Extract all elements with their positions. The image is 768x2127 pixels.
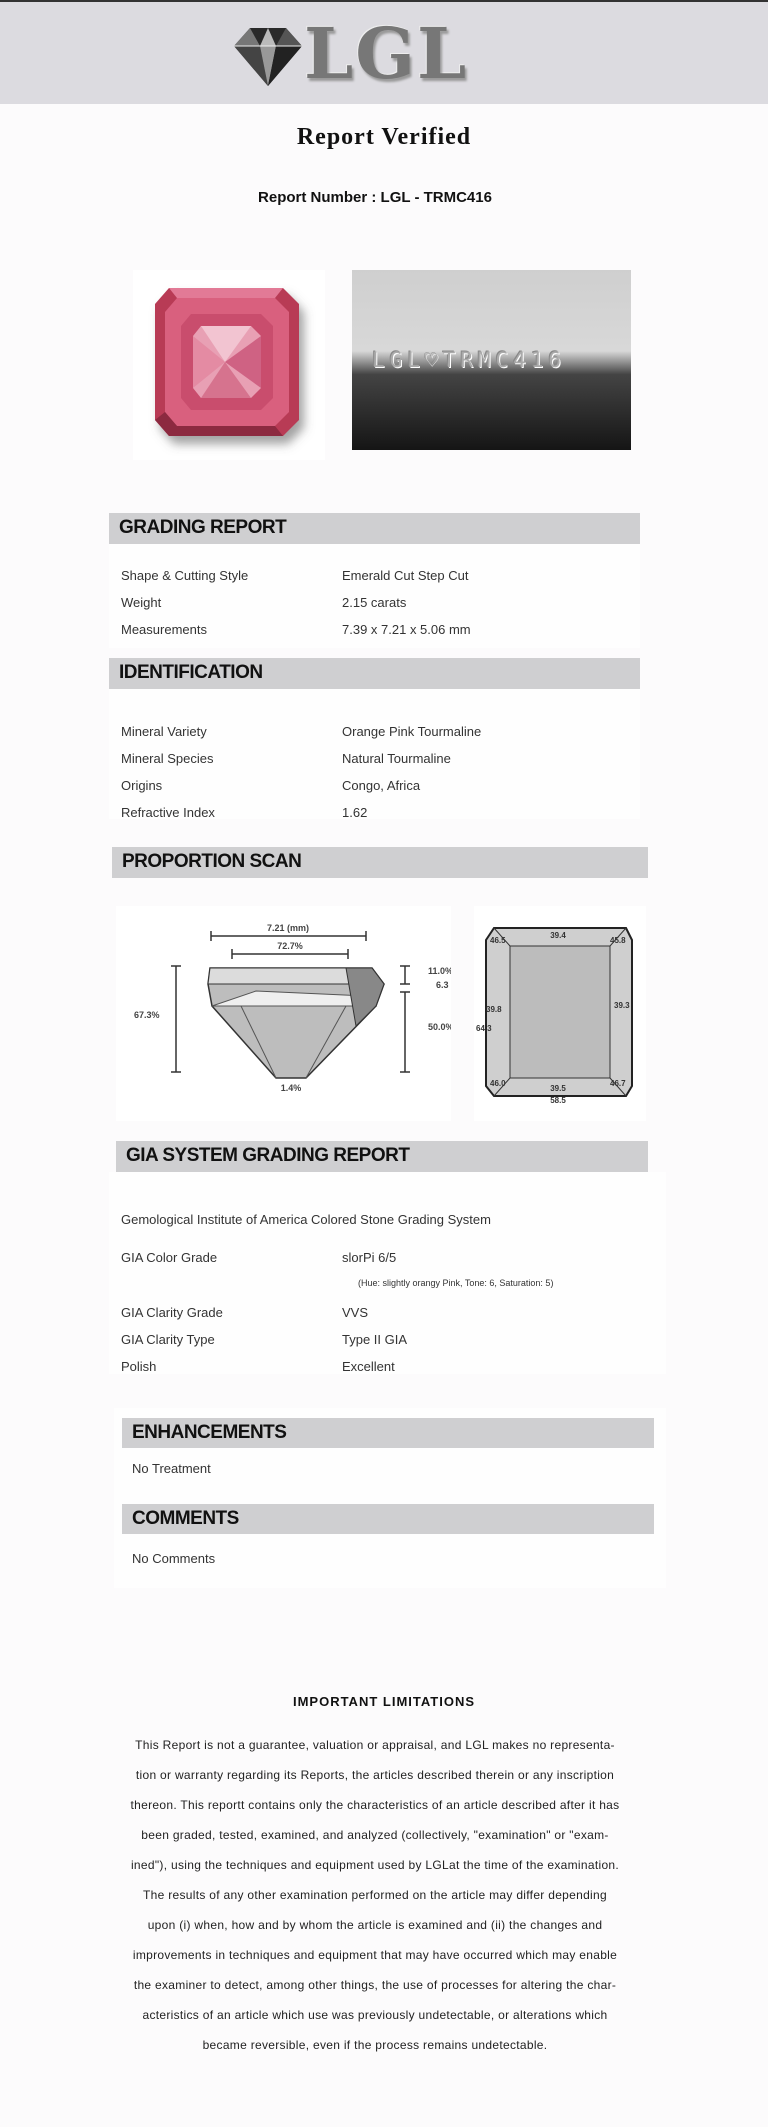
limitations-line: thereon. This reportt contains only the characteristics of an article described after it has (130, 1798, 620, 1812)
top-view-bottom-right-label: 46.7 (610, 1079, 626, 1088)
identification-header (109, 658, 640, 689)
laser-inscription-text: LGL♡TRMC416 (372, 348, 567, 372)
pavilion-depth-label: 50.0% (428, 1022, 451, 1032)
total-depth-label: 67.3% (134, 1010, 160, 1020)
logo-text: LGL (304, 12, 469, 95)
identification-row-value: Congo, Africa (342, 778, 421, 793)
top-view-bottom-left-label: 46.0 (490, 1079, 506, 1088)
top-view-right-label: 39.3 (614, 1001, 630, 1010)
identification-row-label: Refractive Index (121, 805, 215, 820)
gia-row-label: GIA Clarity Type (121, 1332, 215, 1347)
gia-system-name: Gemological Institute of America Colored Stone Grading System (121, 1212, 491, 1227)
enhancements-heading: ENHANCEMENTS (132, 1422, 287, 1443)
gia-row-value: Excellent (342, 1359, 395, 1374)
comments-header (122, 1504, 654, 1534)
table-label: 72.7% (277, 941, 303, 951)
report-number: Report Number : LGL - TRMC416 (258, 189, 492, 206)
limitations-line: tion or warranty regarding its Reports, the articles described therein or any inscription (135, 1768, 615, 1782)
limitations-line: acteristics of an article which use was previously undetectable, or alterations which (142, 2008, 608, 2022)
gia-report-heading: GIA SYSTEM GRADING REPORT (126, 1145, 410, 1166)
proportion-scan-heading: PROPORTION SCAN (122, 851, 302, 872)
profile-diagram (116, 906, 451, 1121)
identification-row-label: Mineral Variety (121, 724, 207, 739)
gia-row-value: slorPi 6/5 (342, 1250, 397, 1265)
limitations-line: This Report is not a guarantee, valuation or appraisal, and LGL makes no representa- (135, 1738, 615, 1752)
gia-row-label: GIA Clarity Grade (121, 1305, 223, 1320)
top-view-diagram (474, 906, 646, 1121)
grading-row-value: Emerald Cut Step Cut (342, 568, 469, 583)
top-view-bottom-outer-label: 58.5 (550, 1096, 566, 1105)
header-banner (0, 0, 768, 104)
enhancements-header (122, 1418, 654, 1448)
grading-row-label: Weight (121, 595, 162, 610)
identification-row-value: Orange Pink Tourmaline (342, 724, 482, 739)
gem-photo (133, 270, 325, 460)
laser-inscription-photo (352, 270, 631, 450)
limitations-line: the examiner to detect, among other things, the use of processes for altering the char- (133, 1978, 617, 1992)
grading-row-value: 2.15 carats (342, 595, 407, 610)
top-view-top-right-label: 45.8 (610, 936, 626, 945)
limitations-line: improvements in techniques and equipment that may have occurred which may enable (132, 1948, 618, 1962)
identification-heading: IDENTIFICATION (119, 662, 263, 683)
identification-row-value: 1.62 (342, 805, 368, 820)
girdle-label: 6.3 (436, 980, 449, 990)
limitations-line: ined"), using the techniques and equipment used by LGLat the time of the examination. (130, 1858, 620, 1872)
gia-row-value: VVS (342, 1305, 369, 1320)
gia-report-header (116, 1141, 648, 1172)
crown-height-label: 11.0% (428, 966, 451, 976)
identification-section (109, 689, 640, 819)
gia-row-value: Type II GIA (342, 1332, 408, 1347)
top-view-bottom-label: 39.5 (550, 1084, 566, 1093)
proportion-scan-header (112, 847, 648, 878)
identification-row-value: Natural Tourmaline (342, 751, 451, 766)
limitations-line: upon (i) when, how and by whom the article is examined and (ii) the changes and (147, 1918, 603, 1932)
top-view-top-left-label: 46.5 (490, 936, 506, 945)
gia-report-section (109, 1172, 666, 1374)
culet-label: 1.4% (280, 1083, 302, 1093)
comments-text: No Comments (132, 1551, 216, 1566)
top-view-left-outer-label: 64.3 (476, 1024, 492, 1033)
identification-row-label: Origins (121, 778, 163, 793)
grading-report-section (109, 544, 640, 648)
enhancements-text: No Treatment (132, 1461, 211, 1476)
limitations-line: The results of any other examination performed on the article may differ depending (143, 1888, 607, 1902)
width-label: 7.21 (mm) (266, 923, 310, 933)
grading-row-label: Measurements (121, 622, 207, 637)
top-view-top-label: 39.4 (550, 931, 566, 940)
gia-row-label: Polish (121, 1359, 157, 1374)
grading-report-header (109, 513, 640, 544)
diamond-icon (232, 24, 304, 88)
comments-heading: COMMENTS (132, 1508, 239, 1529)
page-title: Report Verified (296, 124, 472, 150)
limitations-line: became reversible, even if the process remains undetectable. (202, 2038, 548, 2052)
top-view-left-label: 39.8 (486, 1005, 502, 1014)
gia-row-label: GIA Color Grade (121, 1250, 218, 1265)
grading-row-label: Shape & Cutting Style (121, 568, 249, 583)
grading-row-value: 7.39 x 7.21 x 5.06 mm (342, 622, 471, 637)
gia-color-note: (Hue: slightly orangy Pink, Tone: 6, Saturation: 5) (358, 1278, 554, 1288)
limitations-line: been graded, tested, examined, and analyzed (collectively, "examination" or "exam- (141, 1828, 609, 1842)
lgl-logo (232, 12, 492, 95)
identification-row-label: Mineral Species (121, 751, 214, 766)
grading-report-heading: GRADING REPORT (119, 517, 287, 538)
limitations-heading: IMPORTANT LIMITATIONS (292, 1694, 476, 1709)
